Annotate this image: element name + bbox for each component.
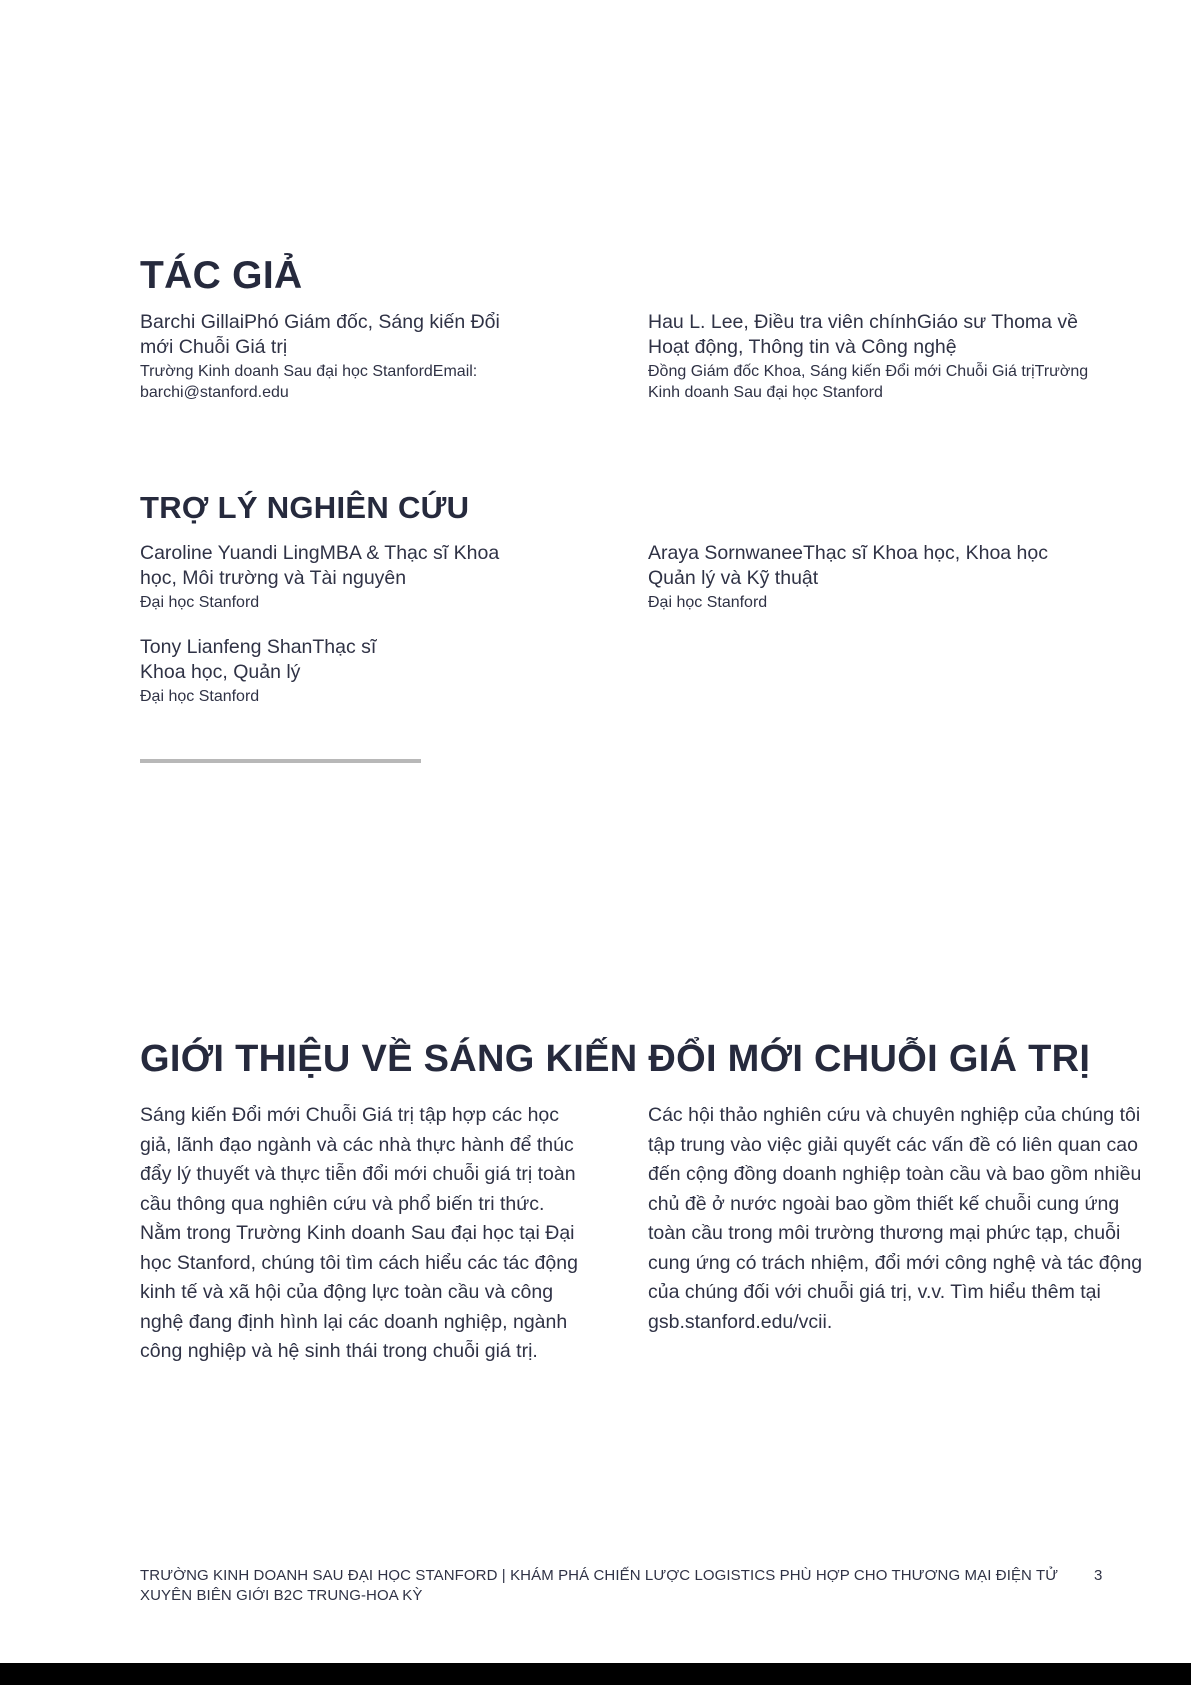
author-name-title: Hau L. Lee, Điều tra viên chínhGiáo sư Thoma về Hoạt động, Thông tin và Công nghệ xyxy=(648,311,1079,358)
assistant-name-title: Araya SornwaneeThạc sĩ Khoa học, Khoa học Quản lý và Kỹ thuật xyxy=(648,542,1048,589)
assistant-entry xyxy=(140,635,400,707)
intro-paragraph-right: Các hội thảo nghiên cứu và chuyên nghiệp của chúng tôi tập trung vào việc giải quyết các vấn đề có liên quan cao đến cộng đồng doanh nghiệp toàn cầu và bao gồm nhiều chủ đề ở nước ngoài bao gồm thiết kế chuỗi cung ứng toàn cầu trong môi trường thương mại phức tạp, chuỗi cung ứng có trách nhiệm, đổi mới công nghệ và tác động của chúng đối với chuỗi giá trị, v.v. Tìm hiểu thêm tại gsb.stanford.edu/vcii. xyxy=(648,1104,1143,1333)
author-entry xyxy=(648,310,1108,403)
page-footer: TRƯỜNG KINH DOANH SAU ĐẠI HỌC STANFORD | KHÁM PHÁ CHIẾN LƯỢC LOGISTICS PHÙ HỢP CHO THƯƠNG MẠI ĐIỆN TỬ XUYÊN BIÊN GIỚI B2C TRUNG-HOA KỲ xyxy=(140,1567,1059,1604)
research-assistants-heading: TRỢ LÝ NGHIÊN CỨU xyxy=(140,490,470,525)
intro-heading: GIỚI THIỆU VỀ SÁNG KIẾN ĐỔI MỚI CHUỖI GIÁ TRỊ xyxy=(140,1038,1091,1080)
authors-heading: TÁC GIẢ xyxy=(140,254,303,297)
assistant-affiliation: Đại học Stanford xyxy=(648,594,768,611)
section-divider xyxy=(140,759,421,763)
assistant-affiliation: Đại học Stanford xyxy=(140,594,260,611)
author-entry xyxy=(140,310,520,403)
assistant-name-title: Tony Lianfeng ShanThạc sĩ Khoa học, Quản lý xyxy=(140,636,377,683)
bottom-edge-strip xyxy=(0,1663,1191,1685)
page-number: 3 xyxy=(1094,1567,1103,1584)
assistant-name-title: Caroline Yuandi LingMBA & Thạc sĩ Khoa học, Môi trường và Tài nguyên xyxy=(140,542,500,589)
author-name-title: Barchi GillaiPhó Giám đốc, Sáng kiến Đổi mới Chuỗi Giá trị xyxy=(140,311,500,358)
author-affiliation: Trường Kinh doanh Sau đại học StanfordEmail: barchi@stanford.edu xyxy=(140,363,478,401)
intro-paragraph-left: Sáng kiến Đổi mới Chuỗi Giá trị tập hợp các học giả, lãnh đạo ngành và các nhà thực hành để thúc đẩy lý thuyết và thực tiễn đổi mới chuỗi giá trị toàn cầu thông qua nghiên cứu và phổ biến tri thức. Nằm trong Trường Kinh doanh Sau đại học tại Đại học Stanford, chúng tôi tìm cách hiểu các tác động kinh tế và xã hội của động lực toàn cầu và công nghệ đang định hình lại các doanh nghiệp, ngành công nghiệp và hệ sinh thái trong chuỗi giá trị. xyxy=(140,1104,578,1362)
assistant-entry xyxy=(140,541,520,613)
author-affiliation: Đồng Giám đốc Khoa, Sáng kiến Đổi mới Chuỗi Giá trịTrường Kinh doanh Sau đại học Stanford xyxy=(648,363,1089,401)
assistant-affiliation: Đại học Stanford xyxy=(140,688,260,705)
assistant-entry xyxy=(648,541,1078,613)
